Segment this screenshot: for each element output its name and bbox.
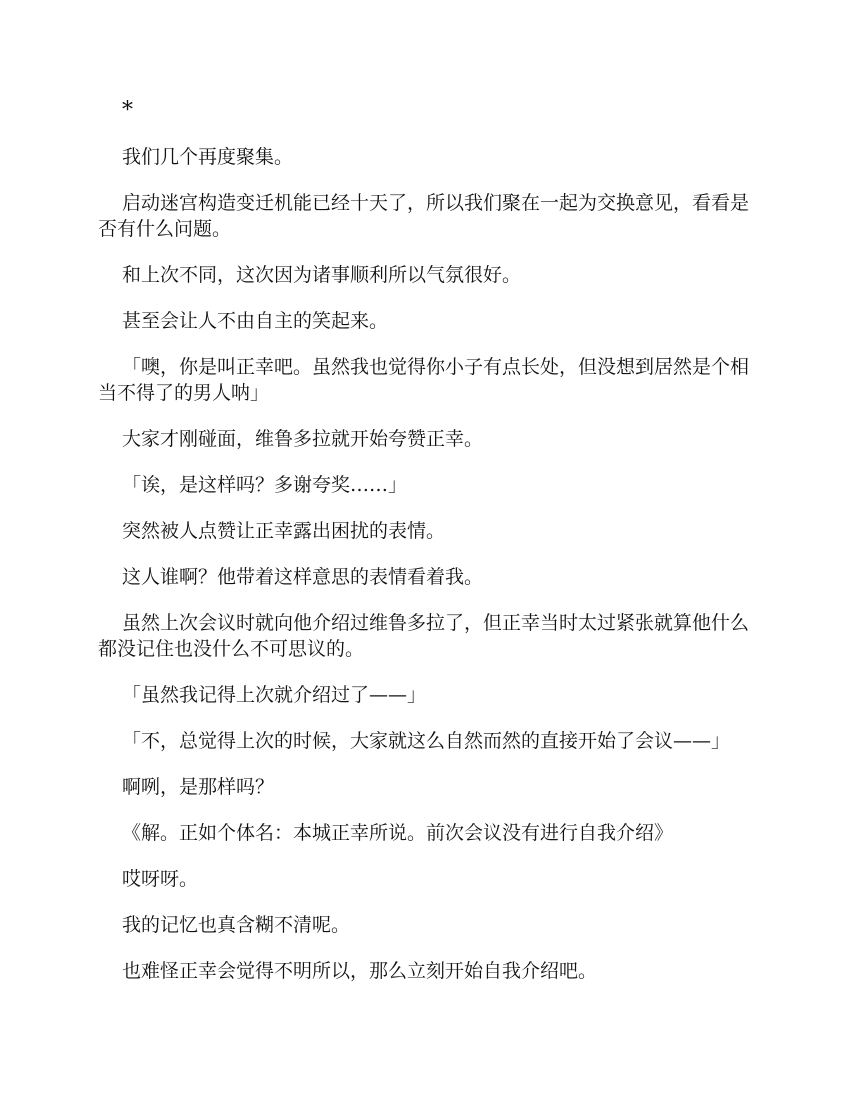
paragraph: 「不，总觉得上次的时候，大家就这么自然而然的直接开始了会议——」 <box>122 730 731 752</box>
paragraph: 大家才刚碰面，维鲁多拉就开始夸赞正幸。 <box>122 428 484 450</box>
paragraph: 突然被人点赞让正幸露出困扰的表情。 <box>122 520 446 542</box>
paragraph: 《解。正如个体名：本城正幸所说。前次会议没有进行自我介绍》 <box>122 822 674 844</box>
paragraph: 我的记忆也真含糊不清呢。 <box>122 914 351 936</box>
paragraph: 我们几个再度聚集。 <box>122 146 294 168</box>
paragraph: 「虽然我记得上次就介绍过了——」 <box>122 684 427 706</box>
paragraph: 和上次不同，这次因为诸事顺利所以气氛很好。 <box>122 264 522 286</box>
paragraph: 这人谁啊？他带着这样意思的表情看着我。 <box>122 566 484 588</box>
paragraph: 甚至会让人不由自主的笑起来。 <box>122 310 389 332</box>
scene-separator: * <box>122 98 133 123</box>
paragraph: 也难怪正幸会觉得不明所以，那么立刻开始自我介绍吧。 <box>122 960 598 982</box>
paragraph: 「噢，你是叫正幸吧。虽然我也觉得你小子有点长处，但没想到居然是个相当不得了的男人呐」 <box>98 356 750 404</box>
paragraph: 哎呀呀。 <box>122 868 199 890</box>
paragraph: 启动迷宫构造变迁机能已经十天了，所以我们聚在一起为交换意见，看看是否有什么问题。 <box>98 192 750 240</box>
document-body <box>98 98 750 1004</box>
paragraph: 啊咧，是那样吗？ <box>122 776 275 798</box>
paragraph: 虽然上次会议时就向他介绍过维鲁多拉了，但正幸当时太过紧张就算他什么都没记住也没什么不可思议的。 <box>98 612 750 660</box>
paragraph: 「诶，是这样吗？多谢夸奖……」 <box>122 474 408 496</box>
